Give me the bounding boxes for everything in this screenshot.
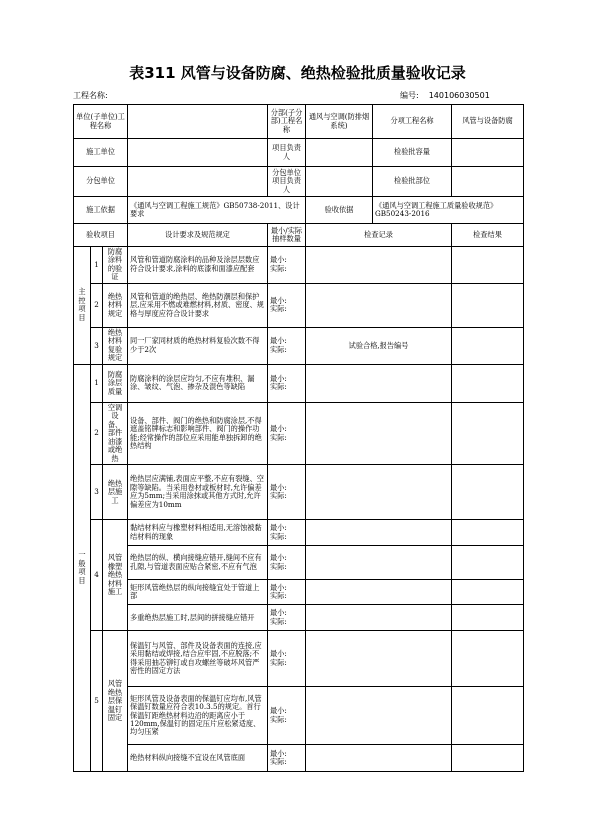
subunit-name-value: 通风与空调(防排烟系统) <box>306 105 373 139</box>
check-result[interactable] <box>452 745 524 772</box>
sample-cell[interactable] <box>268 465 306 520</box>
general-item-requirement: 绝热材料纵向接缝不宜设在风管底面 <box>128 745 268 772</box>
min-label: 最小: <box>270 255 287 265</box>
main-item-name: 绝热材料规定 <box>103 283 128 327</box>
check-result[interactable] <box>452 605 524 631</box>
col-sample: 最小/实际抽样数量 <box>268 224 306 247</box>
check-result[interactable] <box>452 520 524 546</box>
check-record[interactable] <box>306 745 452 772</box>
actual-label: 实际: <box>270 432 287 442</box>
check-result[interactable] <box>452 580 524 605</box>
general-item-requirement: 矩形风管及设备表面的保温钉应均布,风管保温钉数量应符合表10.3.5的规定。首行保温钉距绝热材料边沿的距离应小于120mm,保温钉的固定压片应松紧适度、均匀压紧 <box>128 687 268 745</box>
sample-cell[interactable] <box>268 631 306 687</box>
general-item-no: 3 <box>91 465 103 520</box>
sample-cell[interactable] <box>268 546 306 580</box>
check-result[interactable] <box>452 631 524 687</box>
general-label: 一般项目 <box>74 364 91 771</box>
actual-label: 实际: <box>270 531 287 541</box>
check-record[interactable] <box>306 402 452 464</box>
general-item-name: 防腐涂层质量 <box>103 364 128 402</box>
check-record[interactable] <box>306 687 452 745</box>
check-record[interactable] <box>306 546 452 580</box>
actual-label: 实际: <box>270 491 287 501</box>
main-item-no: 3 <box>91 327 103 364</box>
sample-cell[interactable] <box>268 402 306 464</box>
min-label: 最小: <box>270 553 287 563</box>
subcontractor-label: 分包单位 <box>74 167 128 197</box>
col-result: 检查结果 <box>452 224 524 247</box>
pm-label: 项目负责人 <box>268 139 306 167</box>
actual-label: 实际: <box>270 344 287 354</box>
check-record[interactable] <box>306 283 452 327</box>
main-item-requirement: 同一厂家同材质的绝热材料复验次数不得少于2次 <box>128 327 268 364</box>
col-record: 检查记录 <box>306 224 452 247</box>
general-item-requirement: 绝热层的纵、横向接缝应错开,缝间不应有孔隙,与管道表面应贴合紧密,不应有气泡 <box>128 546 268 580</box>
acceptance-basis-value: 《通风与空调工程施工质量验收规范》GB50243-2016 <box>373 197 524 224</box>
inspection-form <box>73 104 524 772</box>
check-record[interactable] <box>306 247 452 284</box>
page-title: 表311 风管与设备防腐、绝热检验批质量验收记录 <box>129 64 466 82</box>
sample-cell[interactable] <box>268 605 306 631</box>
subitem-name-value: 风管与设备防腐 <box>452 105 524 139</box>
min-label: 最小: <box>270 523 287 533</box>
sample-cell[interactable] <box>268 327 306 364</box>
actual-label: 实际: <box>270 263 287 273</box>
check-record[interactable] <box>306 520 452 546</box>
actual-label: 实际: <box>270 304 287 314</box>
main-item-requirement: 风管和管道防腐涂料的品种及涂层层数应符合设计要求,涂料的底漆和面漆应配套 <box>128 247 268 284</box>
col-item: 验收项目 <box>74 224 128 247</box>
main-item-name: 绝热材料复验规定 <box>103 327 128 364</box>
check-result[interactable] <box>452 364 524 402</box>
general-item-requirement: 保温钉与风管、部件及设备表面的连接,应采用黏结或焊接,结合应牢固,不应脱落;不得采用抽芯铆钉或自攻螺丝等破坏风管严密性的固定方法 <box>128 631 268 687</box>
min-label: 最小: <box>270 649 287 659</box>
general-item-requirement: 绝热层应满铺,表面应平整,不应有裂缝、空隙等缺陷。当采用卷材或板材时,允许偏差应为5mm;当采用涂抹或其他方式时,允许偏差应为10mm <box>128 465 268 520</box>
pm-value[interactable] <box>306 139 373 167</box>
sample-cell[interactable] <box>268 247 306 284</box>
subcontractor-value[interactable] <box>128 167 268 197</box>
project-name-label: 工程名称: <box>73 91 108 100</box>
contractor-label: 施工单位 <box>74 139 128 167</box>
min-label: 最小: <box>270 424 287 434</box>
main-item-requirement: 风管和管道的绝热层、绝热防潮层和保护层,应采用不燃或难燃材料,材质、密度、规格与厚度应符合设计要求 <box>128 283 268 327</box>
actual-label: 实际: <box>270 591 287 601</box>
check-result[interactable] <box>452 402 524 464</box>
acceptance-basis-label: 验收依据 <box>306 197 373 224</box>
sample-cell[interactable] <box>268 580 306 605</box>
general-item-no: 1 <box>91 364 103 402</box>
actual-label: 实际: <box>270 657 287 667</box>
main-control-label: 主控项目 <box>74 247 91 365</box>
sample-cell[interactable] <box>268 520 306 546</box>
basis-value: 《通风与空调工程施工规范》GB50738-2011、设计要求 <box>128 197 306 224</box>
sample-cell[interactable] <box>268 364 306 402</box>
contractor-value[interactable] <box>128 139 268 167</box>
unit-name-value[interactable] <box>128 105 268 139</box>
check-result[interactable] <box>452 247 524 284</box>
sub-pm-label: 分包单位项目负责人 <box>268 167 306 197</box>
general-item-requirement: 矩形风管绝热层的纵向接缝宜处于管道上部 <box>128 580 268 605</box>
general-item-no: 2 <box>91 402 103 464</box>
main-item-no: 2 <box>91 283 103 327</box>
basis-label: 施工依据 <box>74 197 128 224</box>
general-item-requirement: 设备、部件、阀门的绝热和防腐涂层,不得遮盖铭牌标志和影响部件、阀门的操作功能;经常操作的部位应采用能单独拆卸的绝热结构 <box>128 402 268 464</box>
check-record[interactable] <box>306 605 452 631</box>
general-item-name: 风管绝热层保温钉固定 <box>103 631 128 772</box>
sub-pm-value[interactable] <box>306 167 373 197</box>
check-record[interactable] <box>306 580 452 605</box>
min-label: 最小: <box>270 373 287 383</box>
general-item-requirement: 多重绝热层施工时,层间的拼接缝应错开 <box>128 605 268 631</box>
check-result[interactable] <box>452 327 524 364</box>
serial-value: 140106030501 <box>428 91 490 100</box>
actual-label: 实际: <box>270 616 287 626</box>
check-result[interactable] <box>452 687 524 745</box>
general-item-requirement: 黏结材料应与橡塑材料相适用,无溶蚀被黏结材料的现象 <box>128 520 268 546</box>
actual-label: 实际: <box>270 561 287 571</box>
min-label: 最小: <box>270 336 287 346</box>
actual-label: 实际: <box>270 757 287 767</box>
check-record[interactable] <box>306 465 452 520</box>
batch-size-value[interactable] <box>452 139 524 167</box>
batch-part-value[interactable] <box>452 167 524 197</box>
min-label: 最小: <box>270 608 287 618</box>
sample-cell[interactable] <box>268 283 306 327</box>
min-label: 最小: <box>270 706 287 716</box>
actual-label: 实际: <box>270 382 287 392</box>
general-item-no: 5 <box>91 631 103 772</box>
general-item-no: 4 <box>91 520 103 631</box>
check-record[interactable] <box>306 364 452 402</box>
serial-number <box>400 90 490 101</box>
subunit-name-label: 分部(子分部)工程名称 <box>268 105 306 139</box>
sample-cell[interactable] <box>268 687 306 745</box>
min-label: 最小: <box>270 482 287 492</box>
check-record[interactable]: 试验合格,报告编号 <box>306 327 452 364</box>
serial-label: 编号: <box>400 91 419 100</box>
batch-size-label: 检验批容量 <box>373 139 452 167</box>
unit-name-label: 单位(子单位)工程名称 <box>74 105 128 139</box>
sample-cell[interactable] <box>268 745 306 772</box>
min-label: 最小: <box>270 295 287 305</box>
check-result[interactable] <box>452 546 524 580</box>
check-result[interactable] <box>452 283 524 327</box>
general-item-name: 绝热层施工 <box>103 465 128 520</box>
min-label: 最小: <box>270 582 287 592</box>
actual-label: 实际: <box>270 714 287 724</box>
general-item-requirement: 防腐涂料的涂层应均匀,不应有堆积、漏涂、皱纹、气泡、掺杂及混色等缺陷 <box>128 364 268 402</box>
general-item-name: 风管橡塑绝热材料施工 <box>103 520 128 631</box>
col-requirement: 设计要求及规范规定 <box>128 224 268 247</box>
subitem-name-label: 分项工程名称 <box>373 105 452 139</box>
main-item-no: 1 <box>91 247 103 284</box>
batch-part-label: 检验批部位 <box>373 167 452 197</box>
check-result[interactable] <box>452 465 524 520</box>
min-label: 最小: <box>270 748 287 758</box>
general-item-name: 空调设备、部件油漆或绝热 <box>103 402 128 464</box>
check-record[interactable] <box>306 631 452 687</box>
main-item-name: 防腐涂料的验证 <box>103 247 128 284</box>
